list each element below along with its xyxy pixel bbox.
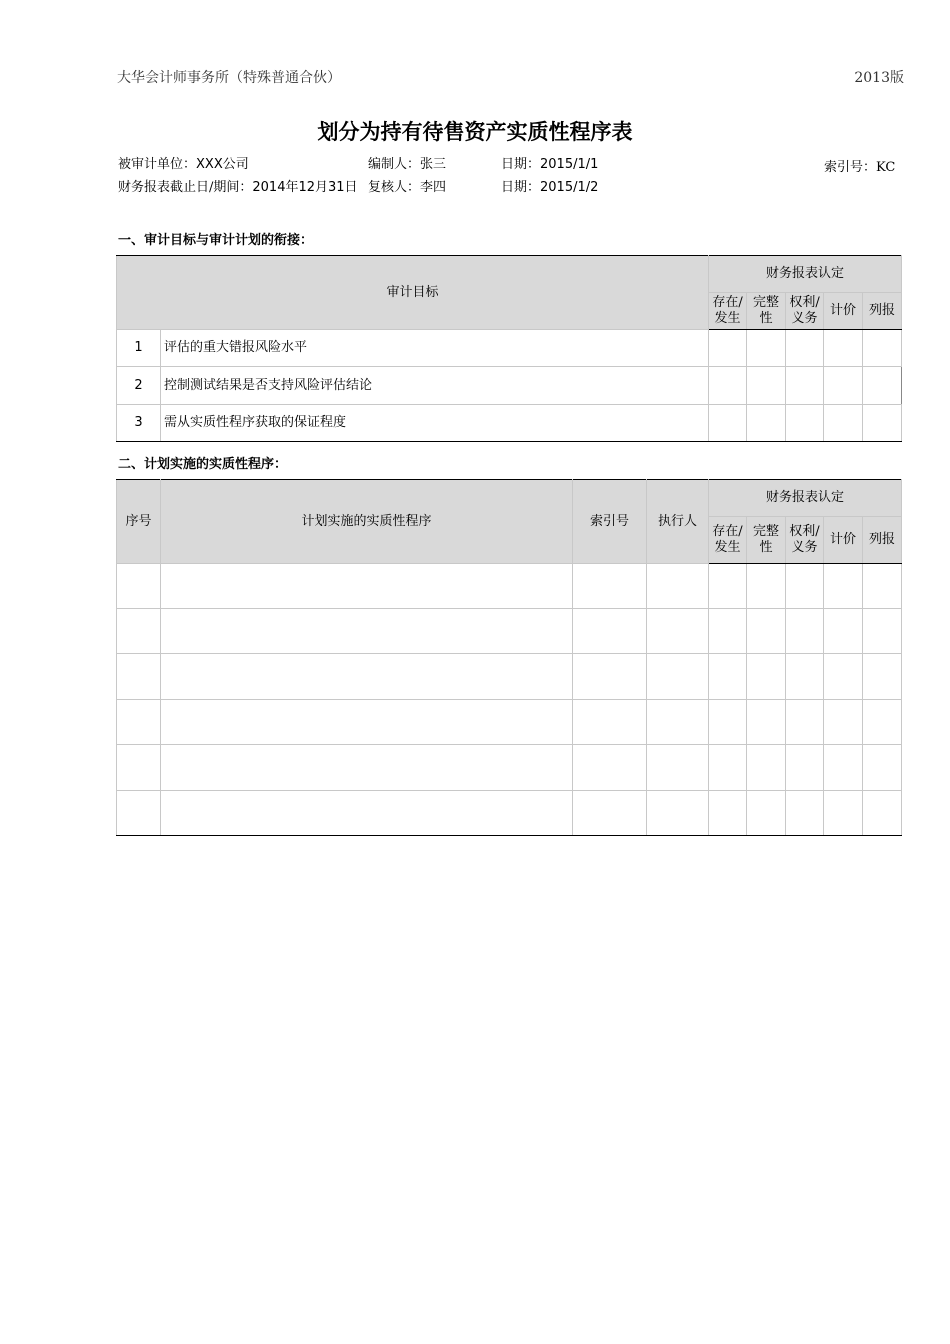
row-objective: 需从实质性程序获取的保证程度 bbox=[161, 405, 709, 442]
cell[interactable] bbox=[709, 330, 747, 367]
assertion-rights: 权利/义务 bbox=[786, 517, 824, 564]
reviewer-value: 李四 bbox=[420, 180, 447, 195]
date2-field bbox=[501, 176, 598, 195]
assertion-valuation: 计价 bbox=[824, 517, 863, 564]
cell[interactable] bbox=[747, 367, 786, 405]
preparer-value: 张三 bbox=[420, 157, 447, 172]
index-value: KC bbox=[876, 160, 896, 175]
version-label: 2013版 bbox=[854, 70, 904, 86]
procedures-table bbox=[116, 479, 902, 836]
cell[interactable] bbox=[863, 367, 902, 405]
assertion-completeness: 完整性 bbox=[747, 517, 786, 564]
cell[interactable] bbox=[647, 745, 709, 791]
cell[interactable] bbox=[786, 654, 824, 700]
date2-value: 2015/1/2 bbox=[540, 180, 599, 195]
row-number: 1 bbox=[117, 330, 161, 367]
cell[interactable] bbox=[117, 564, 161, 609]
table-row bbox=[117, 330, 902, 367]
cell[interactable] bbox=[573, 700, 647, 745]
assertion-completeness: 完整性 bbox=[747, 293, 786, 330]
cell[interactable] bbox=[161, 564, 573, 609]
cell[interactable] bbox=[863, 564, 902, 609]
cell[interactable] bbox=[747, 745, 786, 791]
cell[interactable] bbox=[863, 609, 902, 654]
procedure-header: 计划实施的实质性程序 bbox=[161, 480, 573, 564]
cell[interactable] bbox=[709, 367, 747, 405]
cell[interactable] bbox=[573, 791, 647, 836]
cell[interactable] bbox=[161, 609, 573, 654]
date1-label: 日期： bbox=[501, 157, 541, 172]
cell[interactable] bbox=[786, 745, 824, 791]
cell[interactable] bbox=[824, 367, 863, 405]
cell[interactable] bbox=[747, 330, 786, 367]
table-row bbox=[117, 745, 902, 791]
row-objective: 评估的重大错报风险水平 bbox=[161, 330, 709, 367]
cell[interactable] bbox=[647, 654, 709, 700]
cell[interactable] bbox=[573, 609, 647, 654]
cell[interactable] bbox=[117, 700, 161, 745]
cell[interactable] bbox=[709, 791, 747, 836]
cell[interactable] bbox=[824, 330, 863, 367]
assertion-group-header: 财务报表认定 bbox=[709, 256, 902, 293]
assertion-presentation: 列报 bbox=[863, 293, 902, 330]
cell[interactable] bbox=[863, 654, 902, 700]
cell[interactable] bbox=[786, 330, 824, 367]
cell[interactable] bbox=[161, 700, 573, 745]
cell[interactable] bbox=[161, 745, 573, 791]
table-row bbox=[117, 700, 902, 745]
index-label: 索引号： bbox=[824, 160, 877, 175]
cell[interactable] bbox=[824, 745, 863, 791]
cell[interactable] bbox=[747, 791, 786, 836]
cell[interactable] bbox=[824, 564, 863, 609]
cell[interactable] bbox=[747, 700, 786, 745]
table-row bbox=[117, 367, 902, 405]
index-field bbox=[824, 156, 895, 175]
cell[interactable] bbox=[824, 700, 863, 745]
cell[interactable] bbox=[747, 654, 786, 700]
date1-value: 2015/1/1 bbox=[540, 157, 599, 172]
reviewer-label: 复核人： bbox=[368, 180, 421, 195]
cell[interactable] bbox=[786, 405, 824, 442]
cell[interactable] bbox=[786, 609, 824, 654]
cell[interactable] bbox=[161, 654, 573, 700]
table-row bbox=[117, 791, 902, 836]
cell[interactable] bbox=[863, 791, 902, 836]
assertion-existence: 存在/发生 bbox=[709, 293, 747, 330]
cell[interactable] bbox=[786, 791, 824, 836]
cell[interactable] bbox=[709, 654, 747, 700]
cell[interactable] bbox=[747, 564, 786, 609]
assertion-valuation: 计价 bbox=[824, 293, 863, 330]
client-label: 被审计单位： bbox=[118, 157, 197, 172]
cell[interactable] bbox=[709, 405, 747, 442]
table-row bbox=[117, 609, 902, 654]
assertion-existence: 存在/发生 bbox=[709, 517, 747, 564]
table-row bbox=[117, 654, 902, 700]
cell[interactable] bbox=[824, 405, 863, 442]
cell[interactable] bbox=[117, 654, 161, 700]
cell[interactable] bbox=[117, 791, 161, 836]
firm-name: 大华会计师事务所（特殊普通合伙） bbox=[117, 70, 341, 86]
cell[interactable] bbox=[709, 564, 747, 609]
cell[interactable] bbox=[786, 700, 824, 745]
cell[interactable] bbox=[824, 791, 863, 836]
cell[interactable] bbox=[647, 700, 709, 745]
date1-field bbox=[501, 153, 598, 172]
table-row bbox=[117, 564, 902, 609]
date2-label: 日期： bbox=[501, 180, 541, 195]
cell[interactable] bbox=[573, 745, 647, 791]
cell[interactable] bbox=[647, 609, 709, 654]
client-value: XXX公司 bbox=[196, 157, 249, 172]
cell[interactable] bbox=[824, 609, 863, 654]
cell[interactable] bbox=[863, 700, 902, 745]
cell[interactable] bbox=[824, 654, 863, 700]
no-header: 序号 bbox=[117, 480, 161, 564]
cell[interactable] bbox=[573, 564, 647, 609]
period-field bbox=[118, 176, 368, 195]
period-value: 2014年12月31日 bbox=[252, 180, 358, 195]
objective-header: 审计目标 bbox=[117, 256, 709, 330]
section2-heading: 二、计划实施的实质性程序： bbox=[118, 457, 288, 472]
cell[interactable] bbox=[117, 745, 161, 791]
period-label: 财务报表截止日/期间： bbox=[118, 180, 253, 195]
cell[interactable] bbox=[709, 745, 747, 791]
cell[interactable] bbox=[117, 609, 161, 654]
row-objective: 控制测试结果是否支持风险评估结论 bbox=[161, 367, 709, 405]
cell[interactable] bbox=[647, 564, 709, 609]
preparer-label: 编制人： bbox=[368, 157, 421, 172]
client-field bbox=[118, 153, 249, 172]
section1-heading: 一、审计目标与审计计划的衔接： bbox=[118, 233, 314, 248]
cell[interactable] bbox=[709, 609, 747, 654]
cell[interactable] bbox=[863, 330, 902, 367]
cell[interactable] bbox=[573, 654, 647, 700]
cell[interactable] bbox=[786, 564, 824, 609]
cell[interactable] bbox=[863, 745, 902, 791]
row-number: 2 bbox=[117, 367, 161, 405]
cell[interactable] bbox=[786, 367, 824, 405]
table-row bbox=[117, 405, 902, 442]
assertion-group-header: 财务报表认定 bbox=[709, 480, 902, 517]
executor-header: 执行人 bbox=[647, 480, 709, 564]
cell[interactable] bbox=[709, 700, 747, 745]
assertion-rights: 权利/义务 bbox=[786, 293, 824, 330]
page-title: 划分为持有待售资产实质性程序表 bbox=[317, 120, 633, 144]
assertion-presentation: 列报 bbox=[863, 517, 902, 564]
cell[interactable] bbox=[747, 609, 786, 654]
cell[interactable] bbox=[161, 791, 573, 836]
cell[interactable] bbox=[747, 405, 786, 442]
row-number: 3 bbox=[117, 405, 161, 442]
objectives-table bbox=[116, 255, 902, 442]
index-header: 索引号 bbox=[573, 480, 647, 564]
preparer-field bbox=[368, 153, 446, 172]
reviewer-field bbox=[368, 176, 446, 195]
cell[interactable] bbox=[647, 791, 709, 836]
cell[interactable] bbox=[863, 405, 902, 442]
